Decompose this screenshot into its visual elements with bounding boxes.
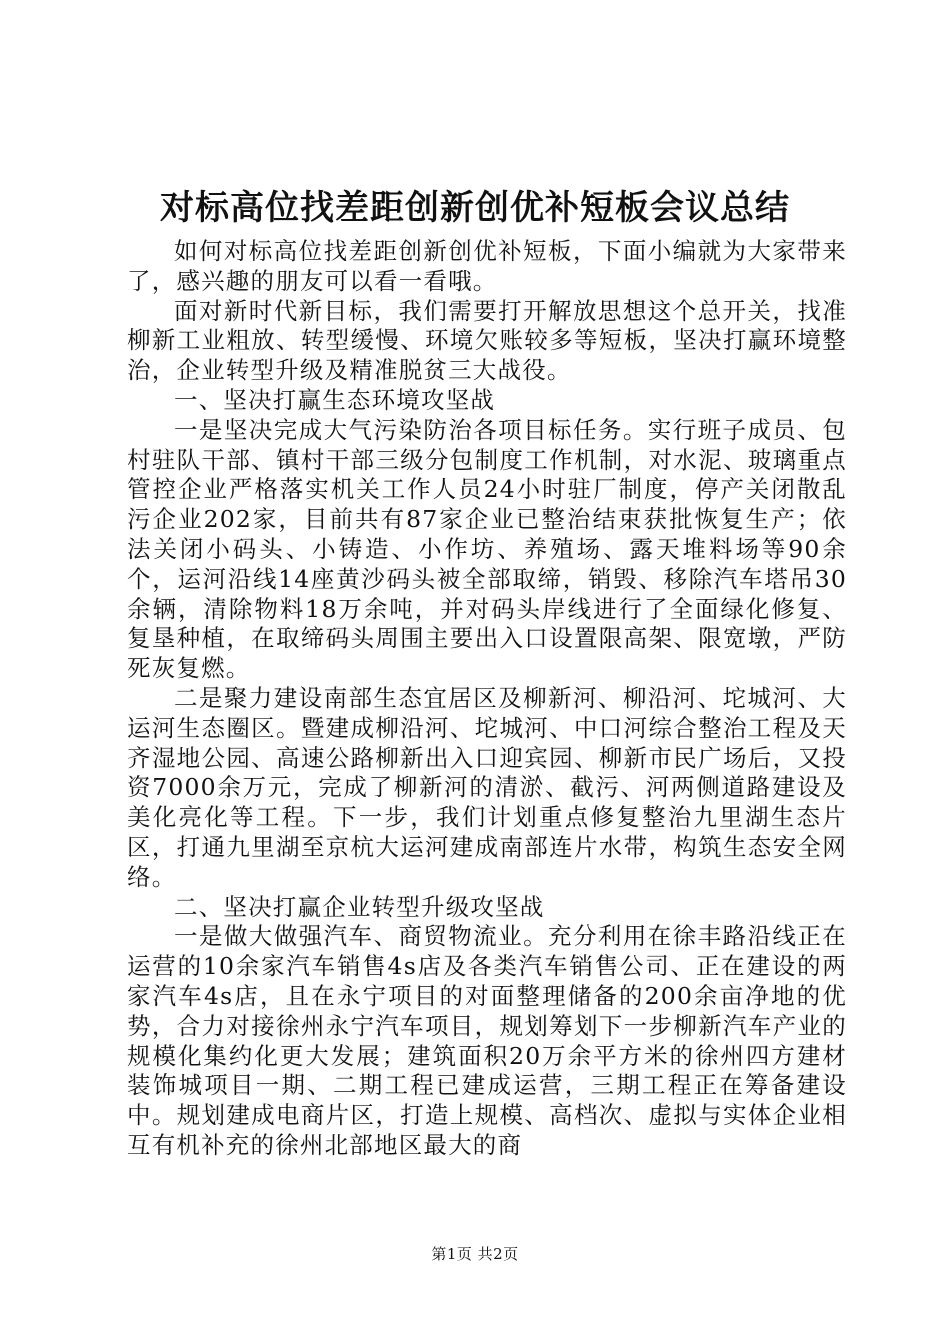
document-title: 对标高位找差距创新创优补短板会议总结 xyxy=(160,188,790,228)
section-heading-ecology: 一、坚决打赢生态环境攻坚战 xyxy=(174,385,496,414)
section-heading-transformation: 二、坚决打赢企业转型升级攻坚战 xyxy=(174,892,545,921)
paragraph-ecological-zone: 二是聚力建设南部生态宜居区及柳新河、柳沿河、坨城河、大运河生态圈区。暨建成柳沿河、坨城河、中口河综合整治工程及天齐湿地公园、高速公路柳新出入口迎宾园、柳新市民广场后，又投资7000余万元，完成了柳新河的清淤、截污、河两侧道路建设及美化亮化等工程。下一步，我们计划重点修复整治九里湖生态片区，打通九里湖至京杭大运河建成南部连片水带，构筑生态安全网络。 xyxy=(127,683,847,891)
document-body xyxy=(127,237,847,1161)
paragraph-air-pollution: 一是坚决完成大气污染防治各项目标任务。实行班子成员、包村驻队干部、镇村干部三级分包制度工作机制，对水泥、玻璃重点管控企业严格落实机关工作人员24小时驻厂制度，停产关闭散乱污企业202家，目前共有87家企业已整治结束获批恢复生产；依法关闭小码头、小铸造、小作坊、养殖场、露天堆料场等90余个，运河沿线14座黄沙码头被全部取缔，销毁、移除汽车塔吊30余辆，清除物料18万余吨，并对码头岸线进行了全面绿化修复、复垦种植，在取缔码头周围主要出入口设置限高架、限宽墩，严防死灰复燃。 xyxy=(127,415,847,683)
paragraph-overview: 面对新时代新目标，我们需要打开解放思想这个总开关，找准柳新工业粗放、转型缓慢、环境欠账较多等短板，坚决打赢环境整治，企业转型升级及精准脱贫三大战役。 xyxy=(127,296,847,385)
paragraph-intro: 如何对标高位找差距创新创优补短板，下面小编就为大家带来了，感兴趣的朋友可以看一看哦。 xyxy=(127,237,847,295)
page-number-footer: 第1页 共2页 xyxy=(431,1245,519,1263)
paragraph-automotive-logistics: 一是做大做强汽车、商贸物流业。充分利用在徐丰路沿线正在运营的10余家汽车销售4s店及各类汽车销售公司、正在建设的两家汽车4s店，且在永宁项目的对面整理储备的200余亩净地的优势，合力对接徐州永宁汽车项目，规划筹划下一步柳新汽车产业的规模化集约化更大发展；建筑面积20万余平方米的徐州四方建材装饰城项目一期、二期工程已建成运营，三期工程正在筹备建设中。规划建成电商片区，打造上规模、高档次、虚拟与实体企业相互有机补充的徐州北部地区最大的商 xyxy=(127,922,847,1159)
